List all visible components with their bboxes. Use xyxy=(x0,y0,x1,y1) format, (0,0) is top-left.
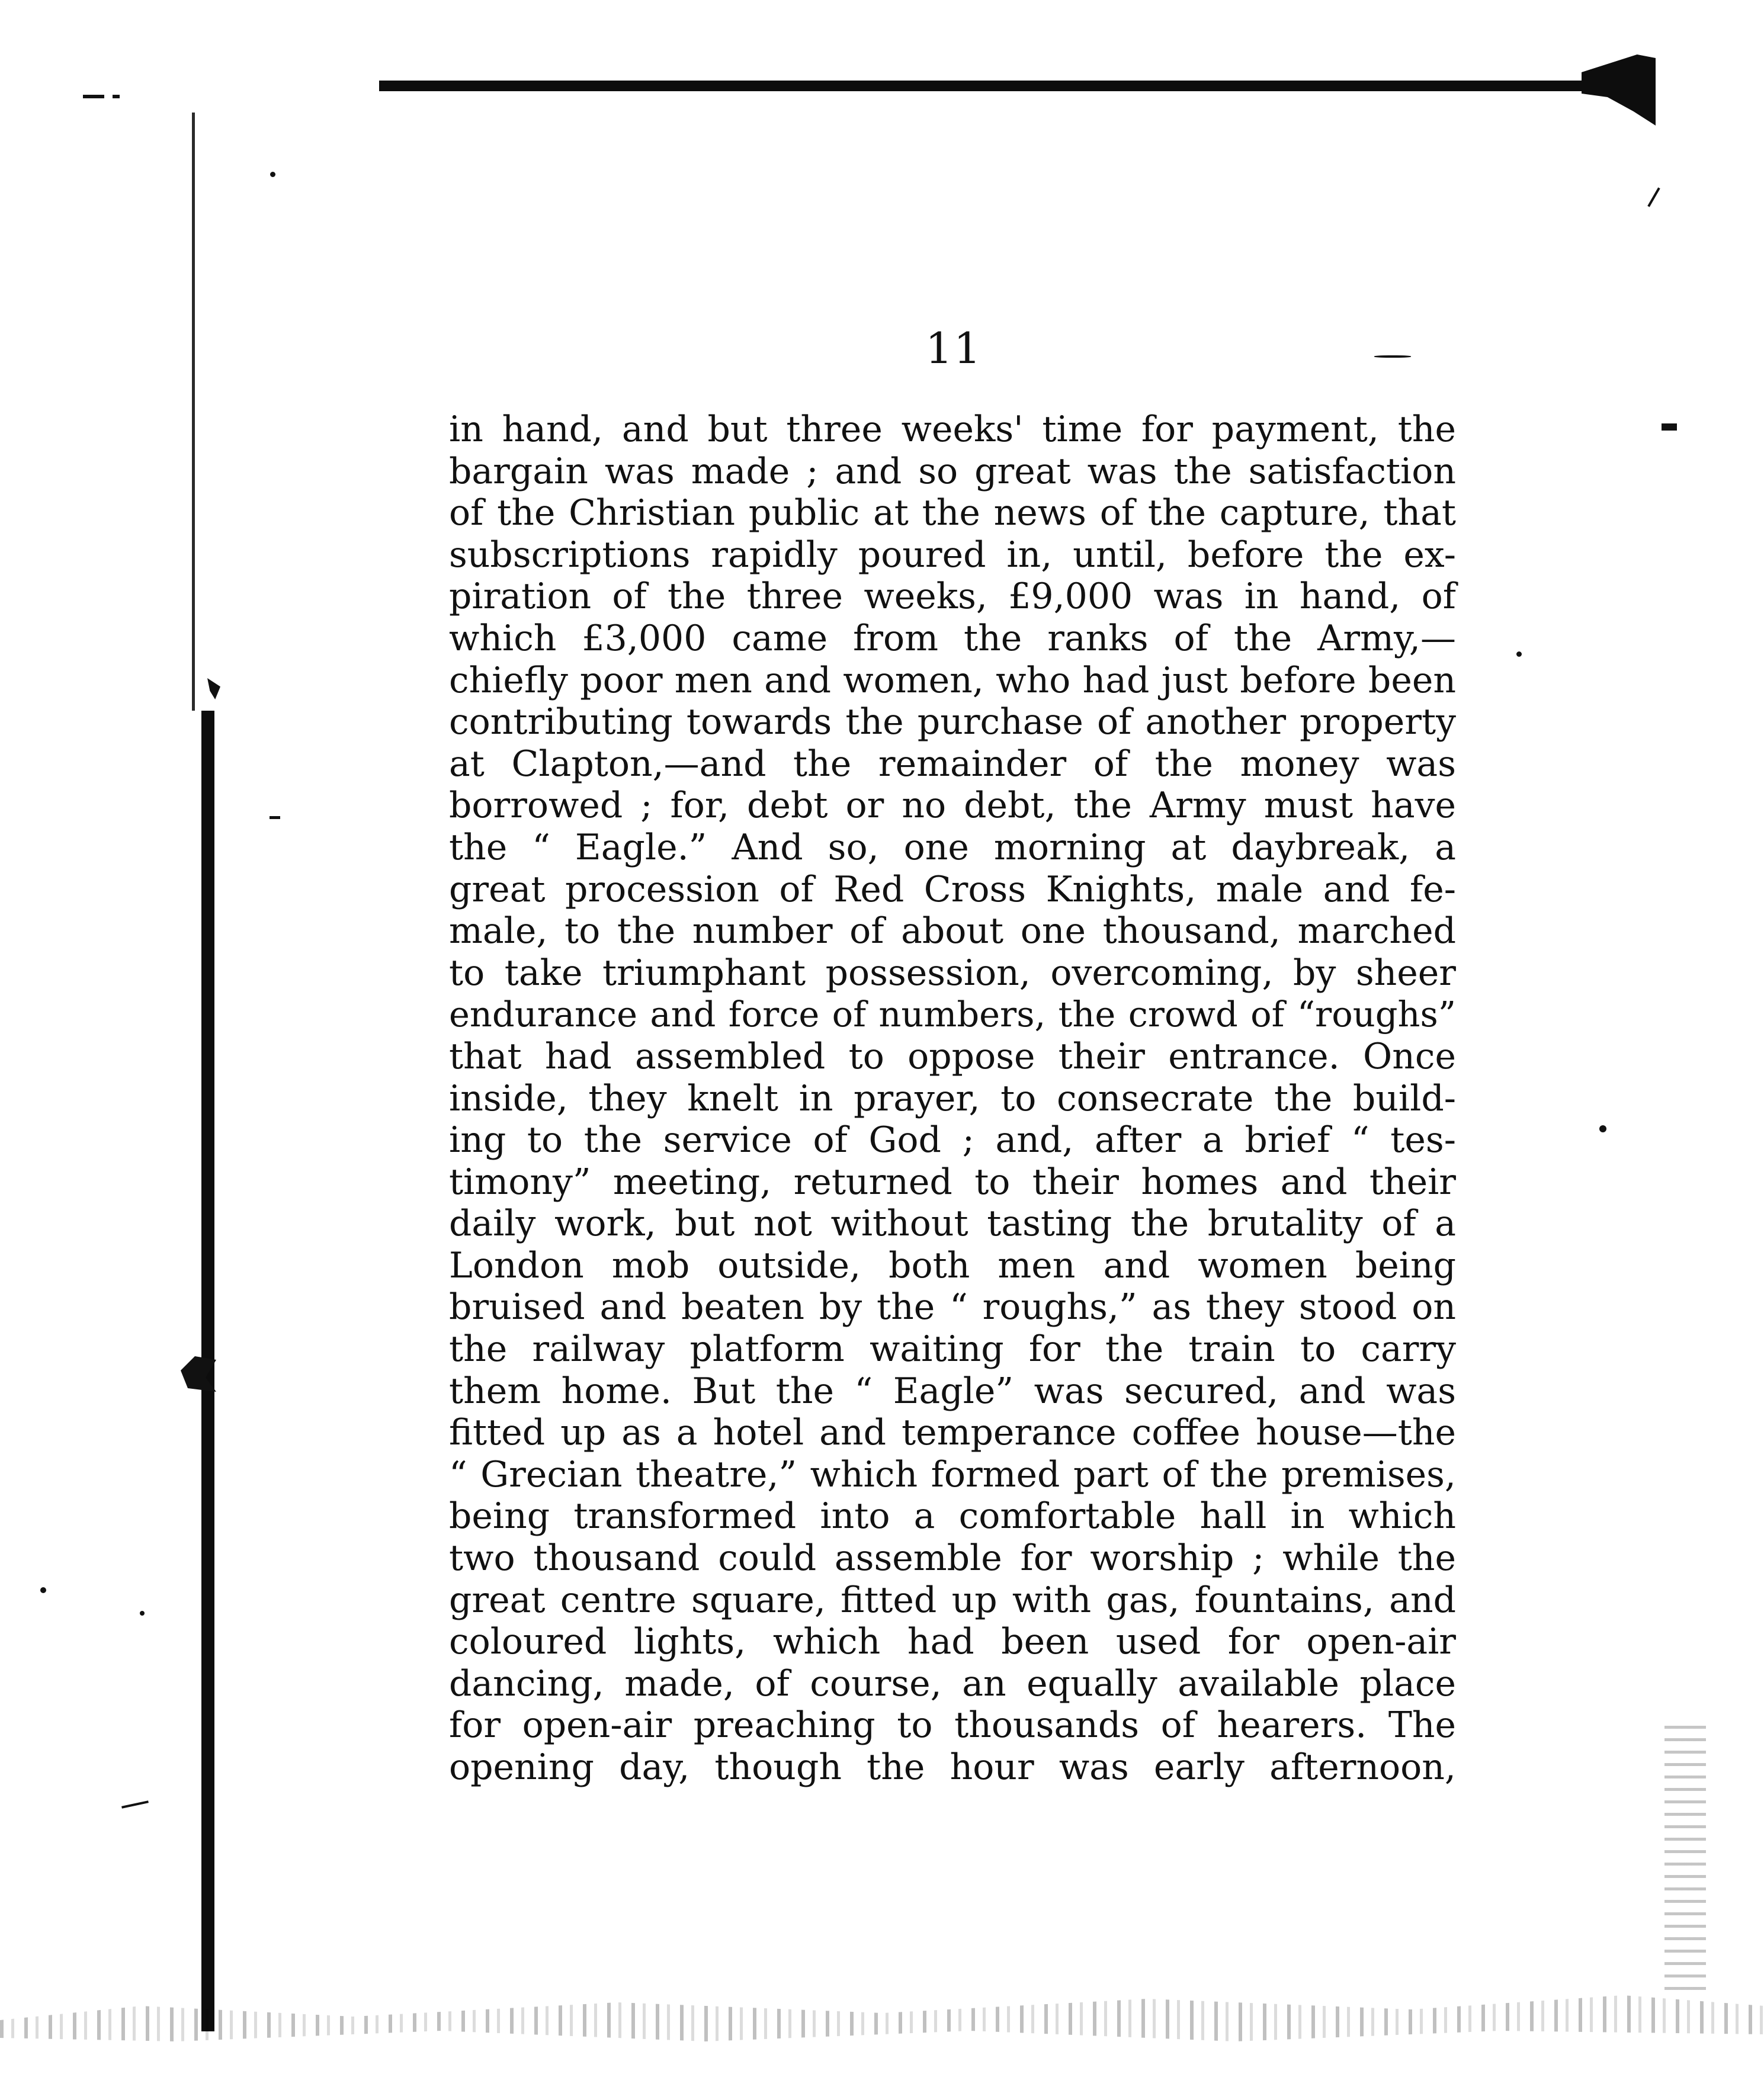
text-line: “ Grecian theatre,” which formed part of the premises, xyxy=(449,1453,1456,1495)
speck xyxy=(1662,423,1677,431)
speck xyxy=(1647,187,1660,207)
text-line: that had assembled to oppose their entrance. Once xyxy=(449,1035,1456,1077)
speck xyxy=(40,1587,46,1593)
text-line: to take triumphant possession, overcoming, by sheer xyxy=(449,952,1456,994)
speck xyxy=(270,816,280,819)
text-line: in hand, and but three weeks' time for payment, the xyxy=(449,409,1456,450)
speck xyxy=(140,1611,145,1616)
text-line: ing to the service of God ; and, after a brief “ tes- xyxy=(449,1119,1456,1161)
speck xyxy=(1599,1125,1606,1132)
text-line: borrowed ; for, debt or no debt, the Army must have xyxy=(449,785,1456,827)
speck xyxy=(207,678,220,699)
text-line: two thousand could assemble for worship ; while the xyxy=(449,1537,1456,1579)
speck xyxy=(1374,355,1411,358)
text-line: dancing, made, of course, an equally available place xyxy=(449,1662,1456,1704)
text-line: at Clapton,—and the remainder of the money was xyxy=(449,743,1456,785)
text-line: great centre square, fitted up with gas, fountains, and xyxy=(449,1579,1456,1621)
text-line: coloured lights, which had been used for open-air xyxy=(449,1621,1456,1663)
text-line: the “ Eagle.” And so, one morning at daybreak, a xyxy=(449,826,1456,868)
body-text xyxy=(449,409,1456,1789)
text-line: which £3,000 came from the ranks of the Army,— xyxy=(449,617,1456,659)
text-line: opening day, though the hour was early afternoon, xyxy=(449,1747,1456,1788)
text-line: being transformed into a comfortable hall in which xyxy=(449,1495,1456,1537)
text-line: of the Christian public at the news of the capture, that xyxy=(449,492,1456,534)
page-number: 11 xyxy=(925,323,982,373)
speck xyxy=(83,95,104,98)
page-corner-damage xyxy=(1582,54,1656,126)
speck xyxy=(121,1800,149,1808)
text-line: fitted up as a hotel and temperance coffee house—the xyxy=(449,1412,1456,1454)
text-line: male, to the number of about one thousand, marched xyxy=(449,910,1456,952)
text-line: them home. But the “ Eagle” was secured, and was xyxy=(449,1370,1456,1412)
scan-noise-right xyxy=(1664,1717,1706,1990)
text-line: great procession of Red Cross Knights, male and fe- xyxy=(449,868,1456,910)
speck xyxy=(113,95,120,98)
text-line: piration of the three weeks, £9,000 was in hand, of xyxy=(449,576,1456,618)
scan-noise-bottom xyxy=(0,1981,1764,2052)
text-line: subscriptions rapidly poured in, until, before the ex- xyxy=(449,534,1456,576)
text-line: daily work, but not without tasting the brutality of a xyxy=(449,1203,1456,1245)
text-line: timony” meeting, returned to their homes and their xyxy=(449,1161,1456,1203)
text-line: the railway platform waiting for the train to carry xyxy=(449,1328,1456,1370)
text-line: chiefly poor men and women, who had just before been xyxy=(449,659,1456,701)
binding-edge-thin xyxy=(192,113,195,711)
speck xyxy=(270,172,275,177)
text-line: for open-air preaching to thousands of hearers. The xyxy=(449,1704,1456,1747)
top-rule xyxy=(379,81,1635,91)
text-line: endurance and force of numbers, the crowd of “roughs” xyxy=(449,994,1456,1035)
text-line: bruised and beaten by the “ roughs,” as they stood on xyxy=(449,1286,1456,1328)
text-line: contributing towards the purchase of another property xyxy=(449,701,1456,743)
text-line: London mob outside, both men and women being xyxy=(449,1244,1456,1286)
speck xyxy=(1516,651,1522,657)
text-line: bargain was made ; and so great was the satisfaction xyxy=(449,450,1456,492)
text-line: inside, they knelt in prayer, to consecrate the build- xyxy=(449,1077,1456,1119)
